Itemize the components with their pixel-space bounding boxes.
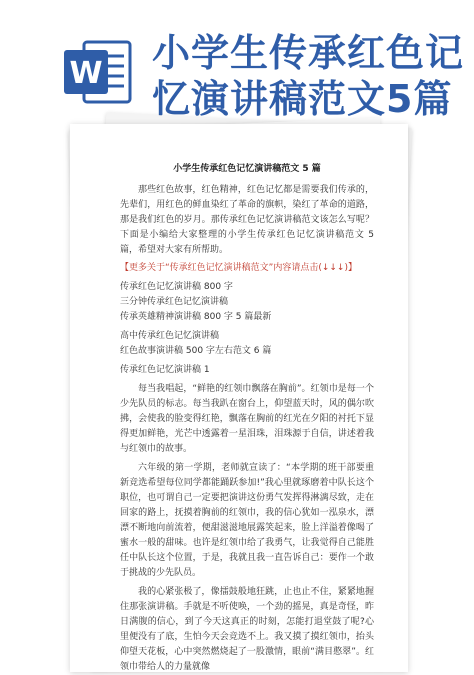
body-paragraph-2: 六年级的第一学期，老师就宣读了：“本学期的班干部要重新竞选希望每位同学都能踊跃参加!”我心里就琢磨着中队长这个职位，也可谓自己一定要把演讲这份勇气发挥得淋漓尽致，走在回家的路上，抚摸着胸前的红领巾，我的信心犹如一泓泉水，漂漂不断地向前流着，便甜滋滋地展露笑起来，脸上洋溢着像喝了蜜水一般的甜味。也许是红领巾给了我勇气，让我觉得自己能胜任中队长这个位置，于是，我就且我一直告诉自己：要作一个敢于挑战的少先队员。 [120, 463, 374, 578]
document-title: 小学生传承红色记忆演讲稿范文 5 篇 [173, 164, 321, 174]
banner-title [152, 30, 465, 122]
intro-paragraph: 那些红色故事，红色精神，红色记忆都是需要我们传承的，先辈们，用红色的鲜血染红了革命的旗帜，染红了革命的道路，那是我们红色的岁月。那传承红色记忆演讲稿范文该怎么写呢？下面是小编给大家整理的小学生传承红色记忆演讲稿范文 5 篇，希望对大家有所帮助。 [120, 185, 374, 255]
body-paragraph-3: 我的心紧张极了，像擂鼓般地狂跳，止也止不住，紧紧地握住那张演讲稿。手就是不听使唤，一个劲的摇晃，真是奇怪，昨日满腹的信心，到了今天这真正的时刻，怎能打退堂鼓了呢?心里便没有了底，生怕今天会竞选不上。我又摸了摸红领巾，抬头仰望天花板，心中突然燃烧起了一股激情，眼前“满目憨翠”。红领巾带给人的力量就像 [120, 587, 374, 672]
banner-title-line-1: 小学生传承红色记 [152, 31, 465, 75]
toc-list [120, 280, 374, 378]
toc-item[interactable]: 三分钟传承红色记忆演讲稿 [120, 297, 229, 307]
more-link[interactable]: 【更多关于“传承红色记忆演讲稿范文”内容请点击(↓↓↓)】 [120, 263, 357, 273]
toc-item[interactable]: 红色故事演讲稿 500 字左右范文 6 篇 [120, 346, 272, 356]
word-document-icon [62, 36, 134, 108]
banner-title-line-2: 忆演讲稿范文5篇 [152, 77, 453, 121]
document-page [70, 124, 408, 672]
toc-item[interactable]: 传承红色记忆演讲稿 1 [120, 365, 210, 375]
body-paragraph-1: 每当我唱起，“鲜艳的红领巾飘落在胸前”。红领巾是每一个少先队员的标志。每当我趴在窗台上，仰望蓝天时，风的偶尔吹拂，会使我的脸变得红艳，飘落在胸前的红光在夕阳的衬托下显得更加鲜艳，光芒中透露着一星泪珠，泪珠源于自信，讲述着我与红领巾的故事。 [120, 384, 374, 454]
toc-item[interactable]: 传承英雄精神演讲稿 800 字 5 篇最新 [120, 312, 272, 322]
toc-item[interactable]: 传承红色记忆演讲稿 800 字 [120, 282, 233, 292]
word-icon-letter: W [69, 56, 103, 91]
toc-item[interactable]: 高中传承红色记忆演讲稿 [120, 331, 220, 341]
